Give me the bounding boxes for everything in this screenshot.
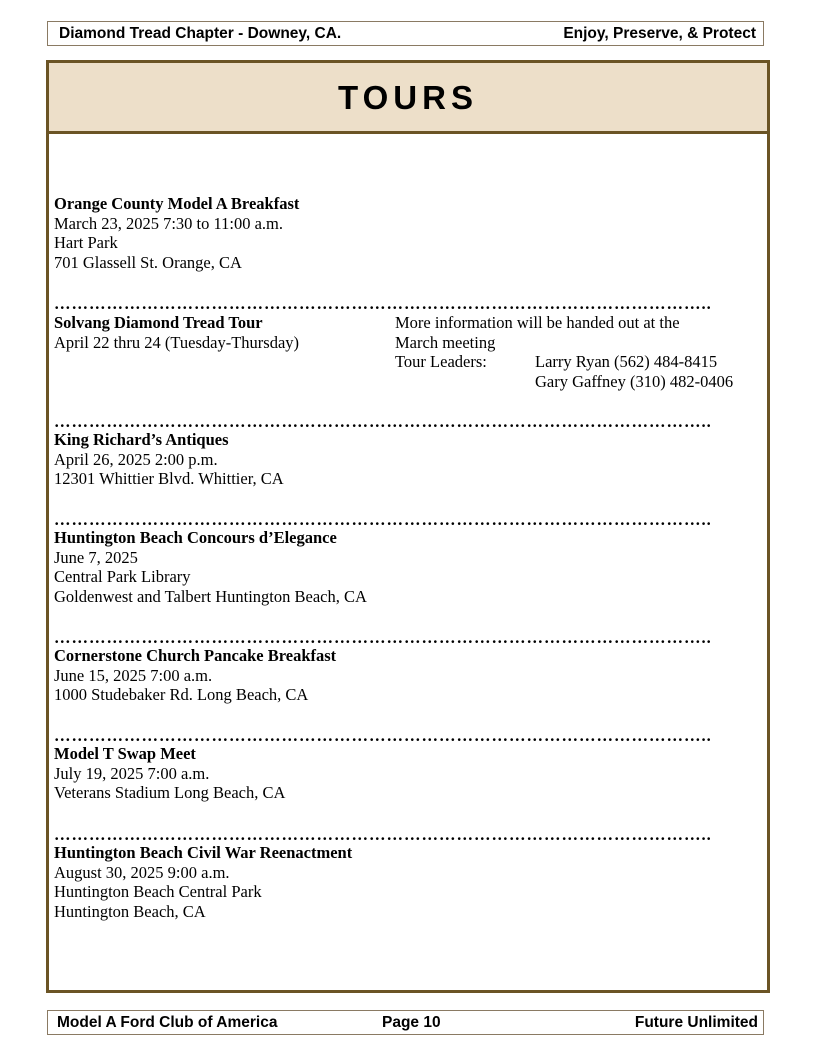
event-pancake-breakfast [54,646,336,705]
event-note: More information will be handed out at the [395,313,680,332]
event-king-richards [54,430,284,489]
chapter-name: Diamond Tread Chapter - Downey, CA. [59,25,342,42]
event-detail: June 15, 2025 7:00 a.m. [54,665,213,685]
separator: ………………………………………………………………………………………………….. [54,412,712,431]
event-detail: Hart Park [54,233,118,253]
event-detail: August 30, 2025 9:00 a.m. [54,862,230,882]
event-detail: April 22 thru 24 (Tuesday-Thursday) [54,332,300,352]
page-header [47,21,764,46]
event-solvang-notes [395,313,734,392]
tour-leader-row [395,372,734,392]
separator: ………………………………………………………………………………………………….. [54,510,712,529]
event-detail: July 19, 2025 7:00 a.m. [54,763,210,783]
event-detail: Huntington Beach, CA [54,902,206,922]
event-name: King Richard’s Antiques [54,430,229,449]
event-detail: Huntington Beach Central Park [54,882,262,902]
event-model-t-swap-meet [54,744,285,803]
event-name: Huntington Beach Concours d’Elegance [54,528,337,547]
newsletter-name: Future Unlimited [634,1014,758,1031]
event-detail: 1000 Studebaker Rd. Long Beach, CA [54,685,309,705]
event-detail: 701 Glassell St. Orange, CA [54,253,242,273]
event-name: Cornerstone Church Pancake Breakfast [54,646,337,665]
event-note: March meeting [395,332,496,352]
event-orange-county-breakfast [54,194,299,273]
club-motto: Enjoy, Preserve, & Protect [563,25,756,42]
club-name: Model A Ford Club of America [57,1014,278,1031]
event-name: Orange County Model A Breakfast [54,194,300,213]
separator: ………………………………………………………………………………………………….. [54,726,712,745]
tour-leader: Gary Gaffney (310) 482-0406 [535,372,734,392]
separator: ………………………………………………………………………………………………….. [54,825,712,844]
tour-leader-row [395,352,718,372]
event-name: Solvang Diamond Tread Tour [54,313,263,332]
event-detail: March 23, 2025 7:30 to 11:00 a.m. [54,213,283,233]
tours-title-band [49,63,767,134]
separator: ………………………………………………………………………………………………….. [54,294,712,313]
tour-leader: Larry Ryan (562) 484-8415 [535,352,718,372]
page-number: Page 10 [382,1014,441,1031]
event-detail: Central Park Library [54,567,191,587]
event-name: Huntington Beach Civil War Reenactment [54,843,353,862]
page-footer [47,1010,764,1035]
event-detail: April 26, 2025 2:00 p.m. [54,449,218,469]
event-detail: June 7, 2025 [54,547,138,567]
section-title: TOURS [338,79,478,116]
event-civil-war-reenactment [54,843,352,922]
separator: ………………………………………………………………………………………………….. [54,628,712,647]
event-detail: Veterans Stadium Long Beach, CA [54,783,286,803]
event-name: Model T Swap Meet [54,744,196,763]
event-detail: Goldenwest and Talbert Huntington Beach, CA [54,587,367,607]
tour-leaders-label: Tour Leaders: [395,352,487,372]
event-detail: 12301 Whittier Blvd. Whittier, CA [54,469,284,489]
event-concours-delegance [54,528,367,607]
event-solvang-tour [54,313,299,352]
